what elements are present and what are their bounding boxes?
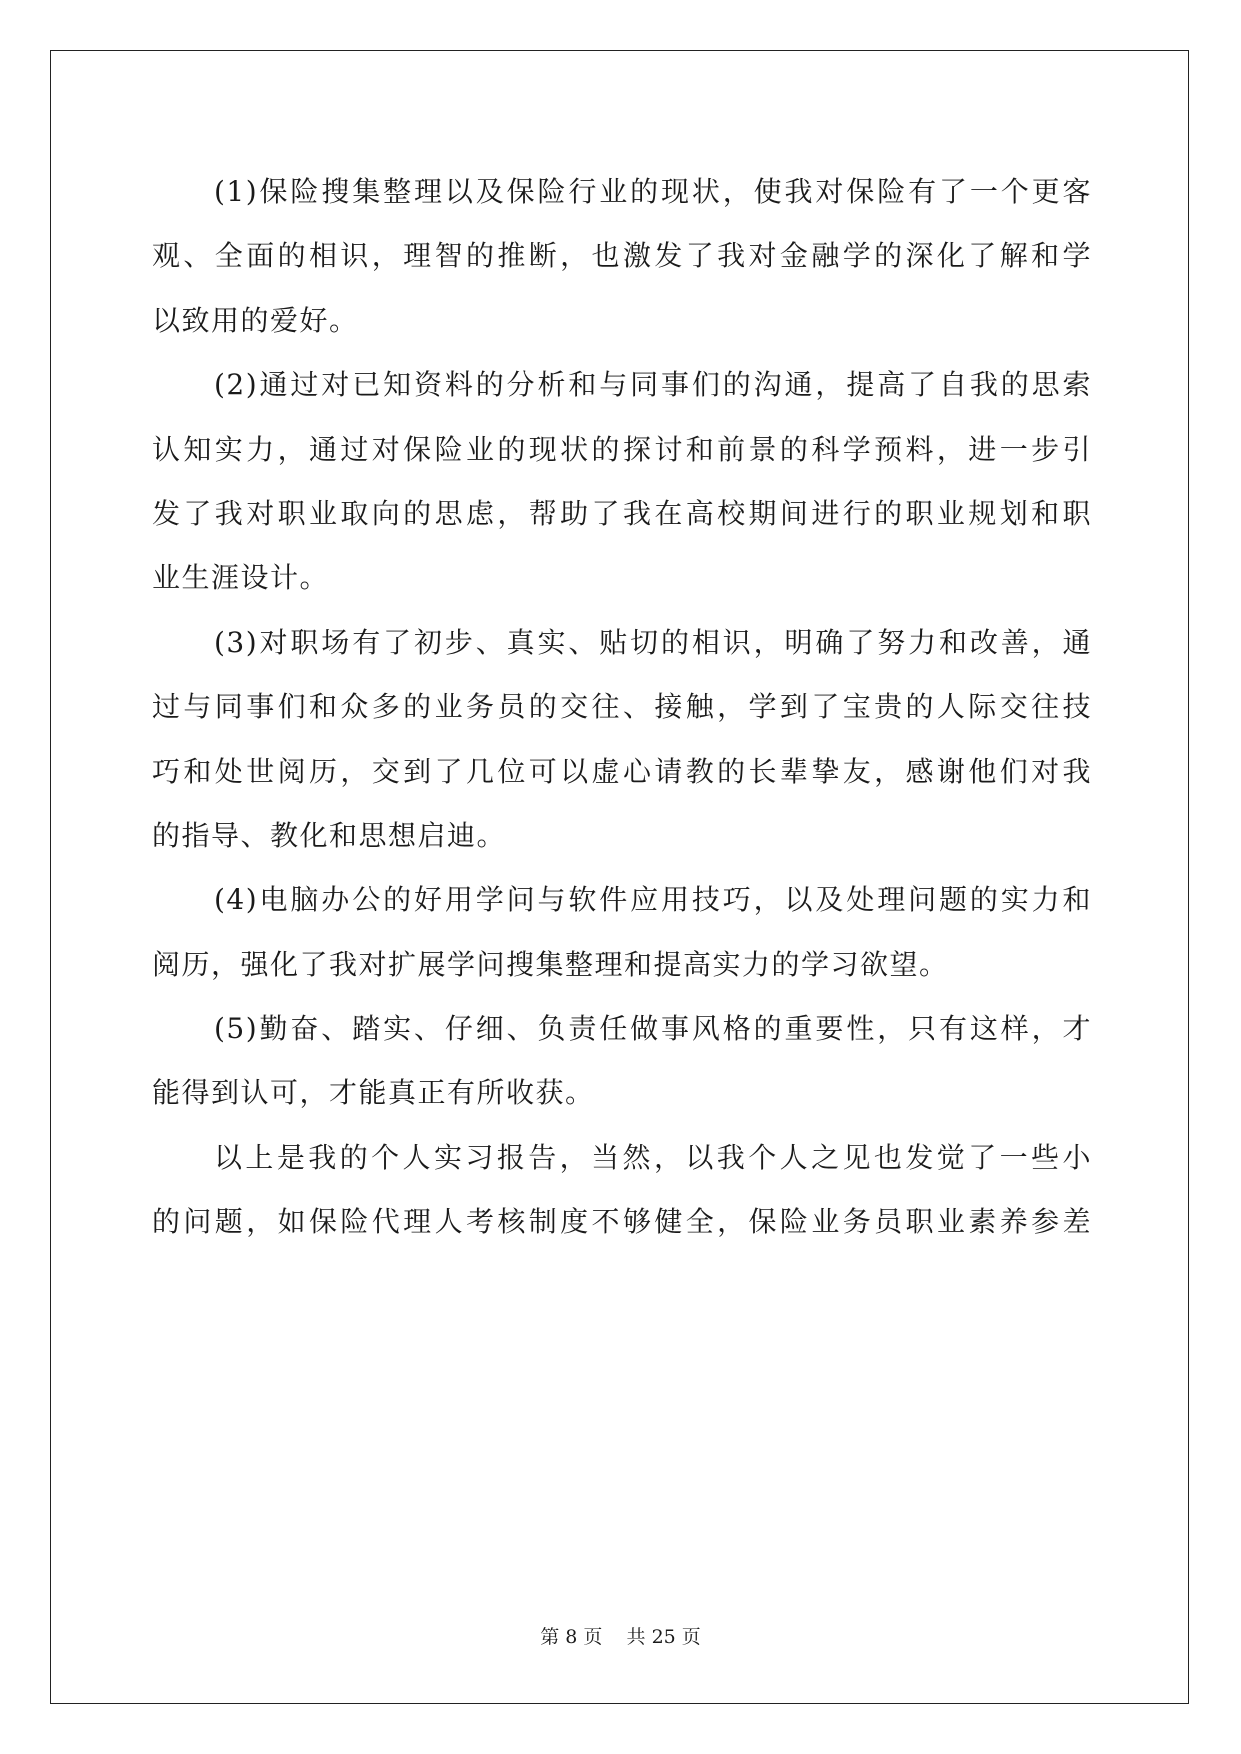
text-line: 以上是我的个人实习报告，当然，以我个人之见也发觉了一些小: [214, 1140, 1092, 1174]
text-line: (4)电脑办公的好用学问与软件应用技巧，以及处理问题的实力和: [214, 883, 1092, 917]
text-line: 认知实力，通过对保险业的现状的探讨和前景的科学预料，进一步引: [152, 432, 1092, 466]
text-line: (1)保险搜集整理以及保险行业的现状，使我对保险有了一个更客: [214, 175, 1092, 208]
text-line: (5)勤奋、踏实、仔细、负责任做事风格的重要性，只有这样，才: [214, 1012, 1092, 1046]
text-line: 的指导、教化和思想启迪。: [152, 818, 507, 852]
page-number-footer: 第 8 页 共 25 页: [540, 1626, 701, 1648]
text-line: 巧和处世阅历，交到了几位可以虚心请教的长辈挚友，感谢他们对我: [152, 754, 1092, 788]
text-line: 以致用的爱好。: [152, 303, 359, 337]
text-line: 能得到认可，才能真正有所收获。: [152, 1076, 595, 1110]
text-line: 的问题，如保险代理人考核制度不够健全，保险业务员职业素养参差: [152, 1205, 1092, 1239]
text-line: (2)通过对已知资料的分析和与同事们的沟通，提高了自我的思索: [214, 368, 1092, 402]
text-line: (3)对职场有了初步、真实、贴切的相识，明确了努力和改善，通: [214, 625, 1092, 659]
text-line: 观、全面的相识，理智的推断，也激发了我对金融学的深化了解和学: [152, 239, 1092, 273]
document-body: [152, 160, 1092, 1255]
text-line: 发了我对职业取向的思虑，帮助了我在高校期间进行的职业规划和职: [152, 496, 1092, 530]
text-line: 业生涯设计。: [152, 561, 330, 595]
text-line: 过与同事们和众多的业务员的交往、接触，学到了宝贵的人际交往技: [152, 690, 1092, 724]
text-line: 阅历，强化了我对扩展学问搜集整理和提高实力的学习欲望。: [152, 947, 949, 981]
